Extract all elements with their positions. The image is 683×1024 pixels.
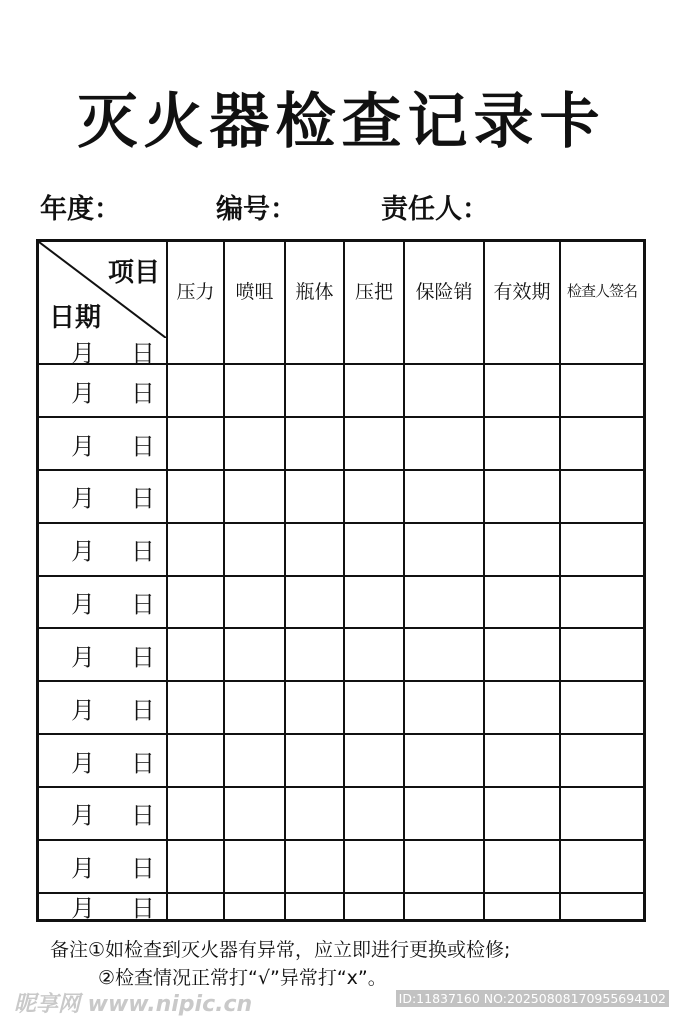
check-cell[interactable] bbox=[560, 417, 643, 470]
date-cell bbox=[39, 734, 167, 787]
check-cell[interactable] bbox=[167, 523, 224, 576]
check-cell[interactable] bbox=[404, 523, 484, 576]
check-cell[interactable] bbox=[167, 893, 224, 919]
table-row bbox=[39, 470, 643, 523]
corner-date-label: 日期 bbox=[49, 303, 102, 333]
check-cell[interactable] bbox=[344, 734, 404, 787]
col-header-safety-pin: 保险销 bbox=[404, 242, 484, 338]
day-label: 日 bbox=[131, 484, 155, 513]
day-label: 日 bbox=[131, 537, 155, 566]
date-cell bbox=[39, 417, 167, 470]
day-label: 日 bbox=[131, 749, 155, 777]
table-body bbox=[39, 338, 643, 923]
corner-cell bbox=[39, 242, 167, 338]
check-cell[interactable] bbox=[484, 681, 560, 734]
check-cell[interactable] bbox=[484, 840, 560, 893]
check-cell[interactable] bbox=[344, 470, 404, 523]
date-cell bbox=[39, 893, 167, 923]
watermark-site: 昵享网 www.nipic.cn bbox=[14, 992, 253, 1017]
col-header-cylinder: 瓶体 bbox=[285, 242, 344, 338]
check-cell[interactable] bbox=[224, 628, 285, 681]
table-row bbox=[39, 787, 643, 840]
check-cell[interactable] bbox=[285, 470, 344, 523]
check-cell[interactable] bbox=[560, 470, 643, 523]
check-cell[interactable] bbox=[224, 576, 285, 629]
check-cell[interactable] bbox=[560, 523, 643, 576]
check-cell[interactable] bbox=[344, 787, 404, 840]
check-cell[interactable] bbox=[560, 364, 643, 417]
check-cell[interactable] bbox=[404, 734, 484, 787]
col-header-expiry: 有效期 bbox=[484, 242, 560, 338]
col-header-handle: 压把 bbox=[344, 242, 404, 338]
month-label: 月 bbox=[71, 801, 95, 830]
check-cell[interactable] bbox=[344, 523, 404, 576]
table-row bbox=[39, 681, 643, 734]
responsible-label: 责任人： bbox=[381, 194, 489, 225]
check-cell[interactable] bbox=[285, 523, 344, 576]
table-row bbox=[39, 840, 643, 893]
check-cell[interactable] bbox=[404, 417, 484, 470]
check-cell[interactable] bbox=[224, 338, 285, 364]
month-label: 月 bbox=[71, 484, 95, 513]
month-label: 月 bbox=[71, 432, 95, 461]
check-cell[interactable] bbox=[224, 787, 285, 840]
month-label: 月 bbox=[71, 643, 95, 672]
check-cell[interactable] bbox=[404, 364, 484, 417]
check-cell[interactable] bbox=[224, 523, 285, 576]
note-line-2: ②检查情况正常打“√”异常打“x”。 bbox=[98, 967, 387, 989]
check-cell[interactable] bbox=[404, 840, 484, 893]
check-cell[interactable] bbox=[344, 893, 404, 919]
check-cell[interactable] bbox=[344, 840, 404, 893]
table-row bbox=[39, 338, 643, 364]
check-cell[interactable] bbox=[484, 364, 560, 417]
check-cell[interactable] bbox=[285, 417, 344, 470]
check-cell[interactable] bbox=[167, 417, 224, 470]
check-cell[interactable] bbox=[167, 734, 224, 787]
check-cell[interactable] bbox=[344, 364, 404, 417]
month-label: 月 bbox=[71, 339, 95, 368]
number-label: 编号： bbox=[216, 194, 297, 225]
day-label: 日 bbox=[131, 643, 155, 672]
check-cell[interactable] bbox=[484, 787, 560, 840]
date-cell bbox=[39, 840, 167, 893]
check-cell[interactable] bbox=[224, 364, 285, 417]
check-cell[interactable] bbox=[285, 734, 344, 787]
day-label: 日 bbox=[131, 854, 155, 883]
month-label: 月 bbox=[71, 379, 95, 408]
day-label: 日 bbox=[131, 894, 155, 923]
col-header-pressure: 压力 bbox=[167, 242, 224, 338]
check-cell[interactable] bbox=[484, 470, 560, 523]
check-cell[interactable] bbox=[560, 681, 643, 734]
inspection-table bbox=[36, 239, 646, 922]
month-label: 月 bbox=[71, 696, 95, 725]
check-cell[interactable] bbox=[224, 417, 285, 470]
check-cell[interactable] bbox=[560, 576, 643, 629]
corner-item-label: 项目 bbox=[107, 258, 160, 288]
check-cell[interactable] bbox=[560, 787, 643, 840]
col-header-nozzle: 喷咀 bbox=[224, 242, 285, 338]
check-cell[interactable] bbox=[484, 628, 560, 681]
watermark-logo bbox=[14, 987, 252, 1018]
check-cell[interactable] bbox=[344, 338, 404, 364]
check-cell[interactable] bbox=[560, 840, 643, 893]
check-cell[interactable] bbox=[285, 893, 344, 919]
month-label: 月 bbox=[71, 894, 95, 923]
check-cell[interactable] bbox=[344, 576, 404, 629]
check-cell[interactable] bbox=[285, 681, 344, 734]
day-label: 日 bbox=[131, 379, 155, 408]
month-label: 月 bbox=[71, 537, 95, 566]
check-cell[interactable] bbox=[285, 364, 344, 417]
check-cell[interactable] bbox=[484, 417, 560, 470]
check-cell[interactable] bbox=[285, 628, 344, 681]
check-cell[interactable] bbox=[167, 840, 224, 893]
check-cell[interactable] bbox=[560, 628, 643, 681]
month-label: 月 bbox=[71, 590, 95, 619]
card-title: 灭火器检查记录卡 bbox=[77, 87, 606, 157]
day-label: 日 bbox=[131, 590, 155, 619]
date-cell bbox=[39, 576, 167, 629]
check-cell[interactable] bbox=[484, 893, 560, 919]
table-row bbox=[39, 364, 643, 417]
table-row bbox=[39, 734, 643, 787]
check-cell[interactable] bbox=[484, 734, 560, 787]
date-cell bbox=[39, 628, 167, 681]
check-cell[interactable] bbox=[560, 893, 643, 919]
check-cell[interactable] bbox=[404, 628, 484, 681]
header-row bbox=[39, 242, 643, 338]
col-header-inspector-signature: 检查人签名 bbox=[560, 242, 643, 338]
check-cell[interactable] bbox=[344, 628, 404, 681]
check-cell[interactable] bbox=[560, 734, 643, 787]
check-cell[interactable] bbox=[285, 338, 344, 364]
day-label: 日 bbox=[131, 696, 155, 725]
table-row bbox=[39, 523, 643, 576]
check-cell[interactable] bbox=[404, 576, 484, 629]
month-label: 月 bbox=[71, 854, 95, 883]
date-cell bbox=[39, 338, 167, 368]
month-label: 月 bbox=[71, 749, 95, 777]
check-cell[interactable] bbox=[224, 470, 285, 523]
table-row bbox=[39, 893, 643, 919]
check-cell[interactable] bbox=[167, 470, 224, 523]
year-label: 年度： bbox=[40, 194, 121, 225]
day-label: 日 bbox=[131, 432, 155, 461]
date-cell bbox=[39, 523, 167, 576]
check-cell[interactable] bbox=[167, 338, 224, 364]
check-cell[interactable] bbox=[404, 470, 484, 523]
check-cell[interactable] bbox=[224, 734, 285, 787]
check-cell[interactable] bbox=[224, 840, 285, 893]
date-cell bbox=[39, 787, 167, 840]
check-cell[interactable] bbox=[404, 787, 484, 840]
check-cell[interactable] bbox=[404, 893, 484, 919]
table-row bbox=[39, 628, 643, 681]
day-label: 日 bbox=[131, 801, 155, 830]
check-cell[interactable] bbox=[484, 523, 560, 576]
check-cell[interactable] bbox=[285, 787, 344, 840]
check-cell[interactable] bbox=[285, 840, 344, 893]
table-row bbox=[39, 417, 643, 470]
check-cell[interactable] bbox=[404, 681, 484, 734]
table-row bbox=[39, 576, 643, 629]
check-cell[interactable] bbox=[167, 576, 224, 629]
watermark-id: ID:11837160 NO:20250808170955694102 bbox=[396, 990, 669, 1007]
check-cell[interactable] bbox=[167, 787, 224, 840]
check-cell[interactable] bbox=[404, 338, 484, 364]
check-cell[interactable] bbox=[560, 338, 643, 364]
check-cell[interactable] bbox=[484, 338, 560, 364]
check-cell[interactable] bbox=[167, 628, 224, 681]
check-cell[interactable] bbox=[167, 681, 224, 734]
date-cell bbox=[39, 681, 167, 734]
check-cell[interactable] bbox=[344, 681, 404, 734]
note-line-1: 备注①如检查到灭火器有异常，应立即进行更换或检修; bbox=[50, 939, 511, 961]
date-cell bbox=[39, 364, 167, 417]
day-label: 日 bbox=[131, 339, 155, 368]
check-cell[interactable] bbox=[167, 364, 224, 417]
check-cell[interactable] bbox=[224, 681, 285, 734]
check-cell[interactable] bbox=[484, 576, 560, 629]
check-cell[interactable] bbox=[285, 576, 344, 629]
date-cell bbox=[39, 470, 167, 523]
check-cell[interactable] bbox=[344, 417, 404, 470]
check-cell[interactable] bbox=[224, 893, 285, 919]
